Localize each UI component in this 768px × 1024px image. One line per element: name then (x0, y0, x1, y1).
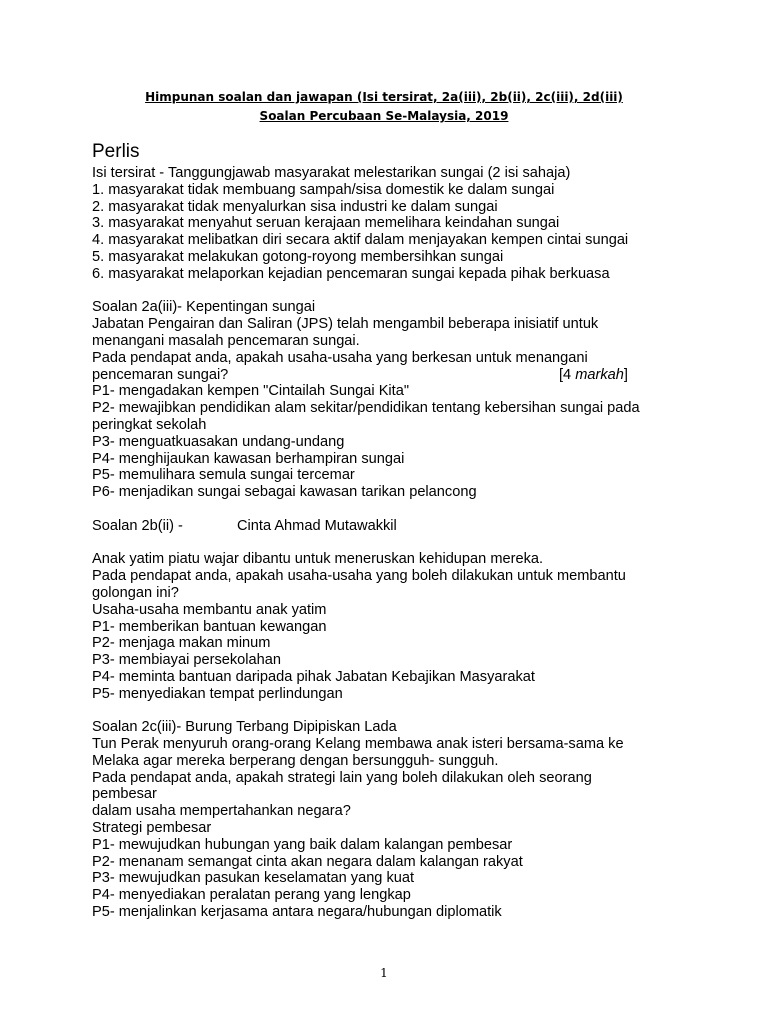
section-2c-iii (92, 719, 692, 921)
question-text: Anak yatim piatu wajar dibantu untuk meneruskan kehidupan mereka. (92, 551, 544, 568)
list-item: 3. masyarakat menyahut seruan kerajaan memelihara keindahan sungai (92, 215, 560, 232)
question-text: Jabatan Pengairan dan Saliran (JPS) telah mengambil beberapa inisiatif untuk (92, 316, 599, 333)
header-title: Himpunan soalan dan jawapan (Isi tersirat, 2a(iii), 2b(ii), 2c(iii), 2d(iii) (145, 90, 623, 104)
question-text: Strategi pembesar (92, 820, 212, 837)
list-item: P1- mewujudkan hubungan yang baik dalam kalangan pembesar (92, 836, 513, 853)
section-title: Isi tersirat - Tanggungjawab masyarakat melestarikan sungai (2 isi sahaja) (92, 165, 571, 181)
section-2a-iii (92, 299, 692, 501)
question-text: Tun Perak menyuruh orang-orang Kelang membawa anak isteri bersama-sama ke (92, 736, 624, 753)
section-title: Soalan 2a(iii)- Kepentingan sungai (92, 299, 316, 316)
question-text: menangani masalah pencemaran sungai. (92, 332, 360, 349)
list-item: P5- menjalinkan kerjasama antara negara/hubungan diplomatik (92, 904, 502, 921)
section-title: Soalan 2b(ii) - Cinta Ahmad Mutawakkil (92, 517, 397, 534)
list-item: P2- menanam semangat cinta akan negara dalam kalangan rakyat (92, 853, 523, 870)
list-item: peringkat sekolah (92, 416, 207, 433)
list-item: P3- mewujudkan pasukan keselamatan yang kuat (92, 870, 415, 887)
question-text: golongan ini? (92, 584, 179, 601)
list-item: 1. masyarakat tidak membuang sampah/sisa domestik ke dalam sungai (92, 181, 555, 198)
list-item: 5. masyarakat melakukan gotong-royong membersihkan sungai (92, 248, 504, 265)
list-item: 6. masyarakat melaporkan kejadian pencemaran sungai kepada pihak berkuasa (92, 265, 610, 282)
question-text: Pada pendapat anda, apakah usaha-usaha yang berkesan untuk menangani (92, 349, 588, 366)
question-text: pencemaran sungai? (92, 366, 229, 383)
list-item: P1- memberikan bantuan kewangan (92, 618, 327, 635)
list-item: P4- meminta bantuan daripada pihak Jabatan Kebajikan Masyarakat (92, 668, 535, 685)
list-item: P5- menyediakan tempat perlindungan (92, 685, 343, 702)
list-item: 4. masyarakat melibatkan diri secara aktif dalam menjayakan kempen cintai sungai (92, 232, 629, 249)
list-item: P5- memulihara semula sungai tercemar (92, 467, 355, 484)
list-item: P6- menjadikan sungai sebagai kawasan tarikan pelancong (92, 484, 477, 501)
list-item: P2- mewajibkan pendidikan alam sekitar/pendidikan tentang kebersihan sungai pada (92, 400, 640, 417)
section-2b-ii (92, 518, 692, 703)
question-last-line (92, 367, 692, 384)
document-header (0, 88, 768, 126)
question-text: Usaha-usaha membantu anak yatim (92, 601, 327, 618)
section-isi-tersirat (92, 165, 692, 283)
header-subtitle: Soalan Percubaan Se-Malaysia, 2019 (259, 109, 509, 123)
list-item: P3- menguatkuasakan undang-undang (92, 433, 345, 450)
question-text: pembesar (92, 786, 157, 803)
question-text: Melaka agar mereka berperang dengan bersungguh- sungguh. (92, 752, 499, 769)
marks-label: [4 markah] (559, 366, 628, 383)
list-item: P3- membiayai persekolahan (92, 652, 282, 669)
region-title: Perlis (92, 141, 140, 162)
question-text: dalam usaha mempertahankan negara? (92, 803, 351, 820)
list-item: P4- menghijaukan kawasan berhampiran sungai (92, 450, 405, 467)
section-title: Soalan 2c(iii)- Burung Terbang Dipipiskan Lada (92, 719, 397, 736)
list-item: P2- menjaga makan minum (92, 635, 271, 652)
question-text: Pada pendapat anda, apakah usaha-usaha yang boleh dilakukan untuk membantu (92, 568, 626, 585)
list-item: P1- mengadakan kempen "Cintailah Sungai Kita" (92, 383, 410, 400)
question-text: Pada pendapat anda, apakah strategi lain yang boleh dilakukan oleh seorang (92, 769, 592, 786)
document-body (92, 141, 692, 921)
page-number: 1 (380, 966, 388, 980)
list-item: P4- menyediakan peralatan perang yang lengkap (92, 887, 411, 904)
list-item: 2. masyarakat tidak menyalurkan sisa industri ke dalam sungai (92, 198, 498, 215)
